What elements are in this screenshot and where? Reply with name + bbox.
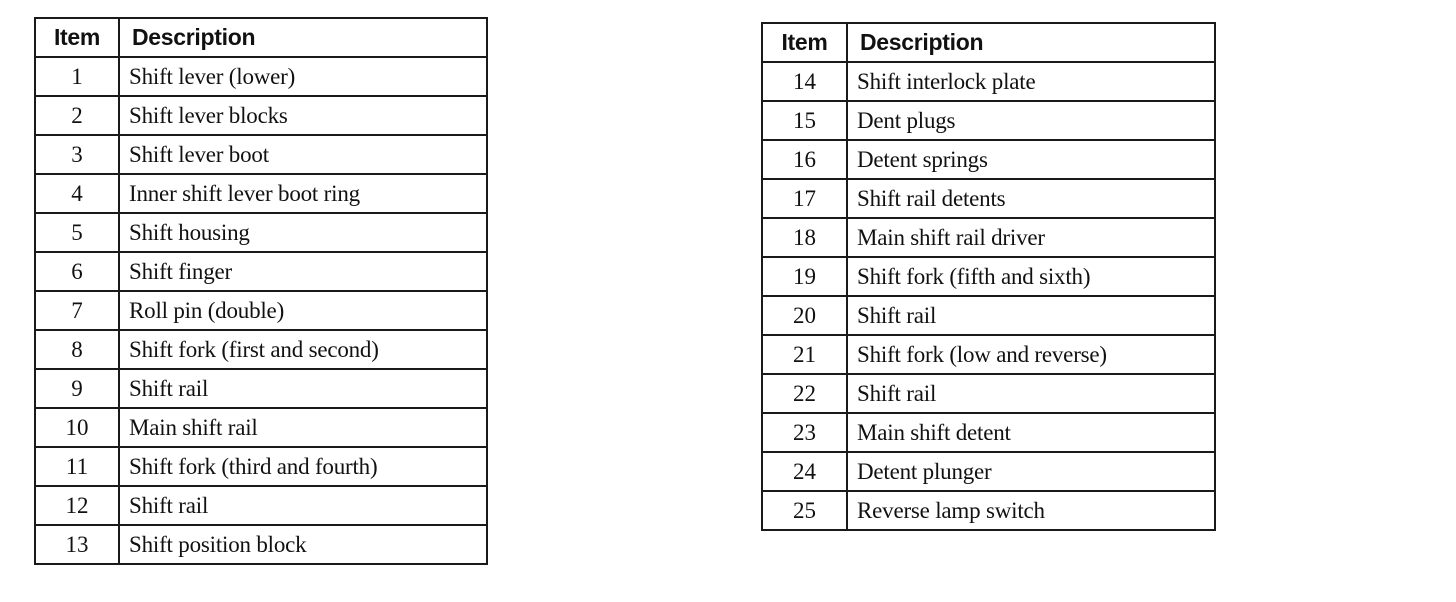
item-number: 18 bbox=[762, 218, 847, 257]
table-row bbox=[35, 330, 487, 369]
item-number: 14 bbox=[762, 62, 847, 101]
item-number: 21 bbox=[762, 335, 847, 374]
table-body bbox=[35, 57, 487, 564]
table-row bbox=[35, 369, 487, 408]
item-number: 9 bbox=[35, 369, 119, 408]
item-description: Shift position block bbox=[119, 525, 487, 564]
item-description: Reverse lamp switch bbox=[847, 491, 1215, 530]
item-description: Shift fork (fifth and sixth) bbox=[847, 257, 1215, 296]
item-description: Detent plunger bbox=[847, 452, 1215, 491]
table-row bbox=[762, 257, 1215, 296]
table-row bbox=[35, 213, 487, 252]
table-row bbox=[762, 413, 1215, 452]
table-row bbox=[35, 525, 487, 564]
item-number: 10 bbox=[35, 408, 119, 447]
item-number: 17 bbox=[762, 179, 847, 218]
item-description: Shift rail bbox=[847, 374, 1215, 413]
table-row bbox=[35, 291, 487, 330]
item-number: 15 bbox=[762, 101, 847, 140]
table-row bbox=[762, 62, 1215, 101]
table-row bbox=[35, 96, 487, 135]
parts-table-left bbox=[34, 17, 488, 565]
item-description: Shift lever (lower) bbox=[119, 57, 487, 96]
item-description: Shift rail bbox=[847, 296, 1215, 335]
item-description: Shift fork (third and fourth) bbox=[119, 447, 487, 486]
item-description: Main shift detent bbox=[847, 413, 1215, 452]
table-row bbox=[35, 486, 487, 525]
table-row bbox=[35, 135, 487, 174]
table-row bbox=[35, 174, 487, 213]
table-row bbox=[762, 218, 1215, 257]
header-item: Item bbox=[35, 18, 119, 57]
table-row bbox=[35, 252, 487, 291]
item-number: 12 bbox=[35, 486, 119, 525]
item-number: 7 bbox=[35, 291, 119, 330]
item-number: 25 bbox=[762, 491, 847, 530]
item-description: Main shift rail bbox=[119, 408, 487, 447]
item-description: Shift interlock plate bbox=[847, 62, 1215, 101]
item-description: Shift finger bbox=[119, 252, 487, 291]
item-number: 3 bbox=[35, 135, 119, 174]
table-row bbox=[762, 374, 1215, 413]
table-header-row bbox=[35, 18, 487, 57]
item-number: 8 bbox=[35, 330, 119, 369]
table-body bbox=[762, 62, 1215, 530]
item-number: 16 bbox=[762, 140, 847, 179]
item-number: 20 bbox=[762, 296, 847, 335]
item-number: 6 bbox=[35, 252, 119, 291]
item-number: 23 bbox=[762, 413, 847, 452]
item-number: 13 bbox=[35, 525, 119, 564]
table-row bbox=[762, 101, 1215, 140]
item-description: Main shift rail driver bbox=[847, 218, 1215, 257]
item-description: Shift housing bbox=[119, 213, 487, 252]
header-item: Item bbox=[762, 23, 847, 62]
parts-table-right bbox=[761, 22, 1216, 531]
table-header-row bbox=[762, 23, 1215, 62]
item-description: Inner shift lever boot ring bbox=[119, 174, 487, 213]
item-description: Shift rail bbox=[119, 369, 487, 408]
table-row bbox=[35, 57, 487, 96]
table-row bbox=[35, 408, 487, 447]
item-description: Shift rail detents bbox=[847, 179, 1215, 218]
item-number: 24 bbox=[762, 452, 847, 491]
table-row bbox=[762, 335, 1215, 374]
item-number: 2 bbox=[35, 96, 119, 135]
item-number: 19 bbox=[762, 257, 847, 296]
item-number: 22 bbox=[762, 374, 847, 413]
table-row bbox=[35, 447, 487, 486]
item-number: 1 bbox=[35, 57, 119, 96]
table-row bbox=[762, 296, 1215, 335]
item-number: 4 bbox=[35, 174, 119, 213]
item-number: 11 bbox=[35, 447, 119, 486]
header-description: Description bbox=[119, 18, 487, 57]
item-description: Shift fork (first and second) bbox=[119, 330, 487, 369]
item-description: Shift fork (low and reverse) bbox=[847, 335, 1215, 374]
item-description: Roll pin (double) bbox=[119, 291, 487, 330]
item-description: Shift lever boot bbox=[119, 135, 487, 174]
item-number: 5 bbox=[35, 213, 119, 252]
item-description: Detent springs bbox=[847, 140, 1215, 179]
table-row bbox=[762, 452, 1215, 491]
table-row bbox=[762, 491, 1215, 530]
header-description: Description bbox=[847, 23, 1215, 62]
table-row bbox=[762, 140, 1215, 179]
table-row bbox=[762, 179, 1215, 218]
item-description: Dent plugs bbox=[847, 101, 1215, 140]
item-description: Shift rail bbox=[119, 486, 487, 525]
item-description: Shift lever blocks bbox=[119, 96, 487, 135]
